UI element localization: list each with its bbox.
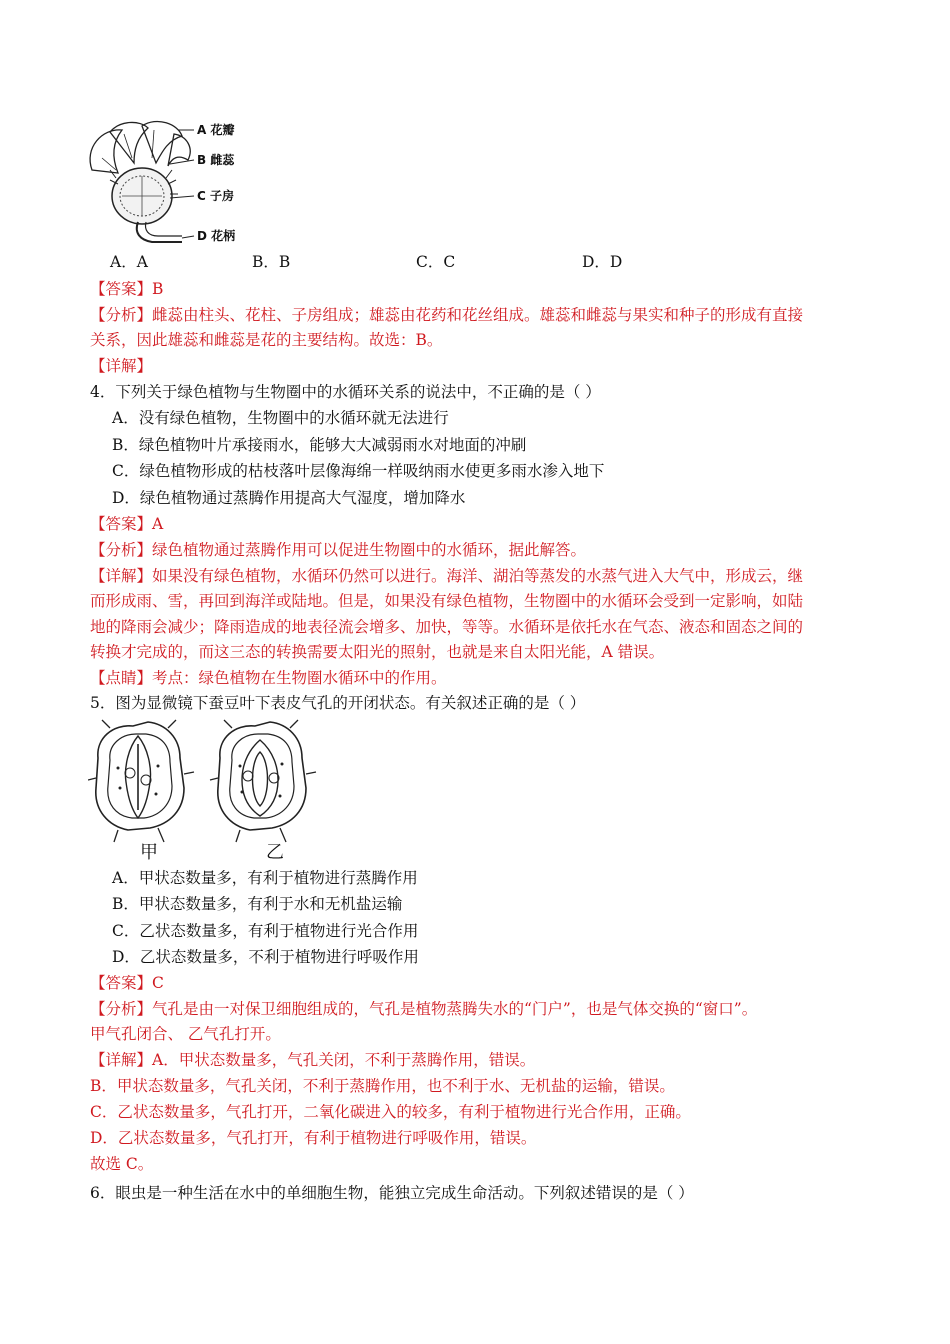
q5-option-a: A．甲状态数量多，有利于植物进行蒸腾作用 (112, 869, 418, 887)
q3-detail: 【详解】 (90, 357, 153, 375)
flower-label-c: C 子房 (197, 189, 234, 203)
q5-detail-line-1: 【详解】A．甲状态数量多，气孔关闭，不利于蒸腾作用，错误。 (90, 1051, 536, 1069)
q5-option-c: C．乙状态数量多，有利于植物进行光合作用 (112, 922, 419, 940)
q4-answer: 【答案】A (90, 515, 164, 533)
q3-option-a: A．A (110, 253, 148, 271)
q4-stem: 4．下列关于绿色植物与生物圈中的水循环关系的说法中，不正确的是（ ） (90, 383, 601, 401)
q5-option-b: B．甲状态数量多，有利于水和无机盐运输 (112, 895, 403, 913)
q4-option-c: C．绿色植物形成的枯枝落叶层像海绵一样吸纳雨水使更多雨水渗入地下 (112, 462, 605, 480)
flower-label-a: A 花瓣 (197, 123, 235, 137)
stoma-open (210, 720, 316, 842)
q4-detail-line-2: 而形成雨、雪，再回到海洋或陆地。但是，如果没有绿色植物，生物圈中的水循环会受到一定影响，如陆 (90, 592, 804, 610)
q5-option-d: D．乙状态数量多，不利于植物进行呼吸作用 (112, 948, 419, 966)
stomata-label-right: 乙 (266, 842, 284, 863)
q3-analysis-line-2: 关系，因此雄蕊和雌蕊是花的主要结构。故选：B。 (90, 331, 443, 349)
q4-comment: 【点睛】考点：绿色植物在生物圈水循环中的作用。 (90, 669, 447, 687)
q4-option-b: B．绿色植物叶片承接雨水，能够大大减弱雨水对地面的冲刷 (112, 436, 527, 454)
q5-detail-line-5: 故选 C。 (90, 1155, 154, 1173)
q4-option-a: A．没有绿色植物，生物圈中的水循环就无法进行 (112, 409, 449, 427)
q5-detail-line-3: C．乙状态数量多，气孔打开，二氧化碳进入的较多，有利于植物进行光合作用，正确。 (90, 1103, 691, 1121)
stoma-closed (88, 720, 194, 842)
q5-stem: 5．图为显微镜下蚕豆叶下表皮气孔的开闭状态。有关叙述正确的是（ ） (90, 694, 586, 712)
flower-diagram (82, 118, 252, 248)
q4-analysis: 【分析】绿色植物通过蒸腾作用可以促进生物圈中的水循环，据此解答。 (90, 541, 587, 559)
q5-detail-line-4: D．乙状态数量多，气孔打开，有利于植物进行呼吸作用，错误。 (90, 1129, 537, 1147)
stomata-diagram (88, 718, 338, 863)
flower-label-d: D 花柄 (197, 229, 236, 243)
stomata-label-left: 甲 (140, 842, 158, 863)
q4-option-d: D．绿色植物通过蒸腾作用提高大气湿度，增加降水 (112, 489, 466, 507)
q3-analysis-line-1: 【分析】雌蕊由柱头、花柱、子房组成；雄蕊由花药和花丝组成。雄蕊和雌蕊与果实和种子的形成有直接 (90, 306, 804, 324)
q4-detail-line-4: 转换才完成的，而这三态的转换需要太阳光的照射，也就是来自太阳光能，A 错误。 (90, 643, 665, 661)
q3-option-c: C．C (416, 253, 456, 271)
q3-option-b: B．B (252, 253, 291, 271)
q5-analysis-line-2: 甲气孔闭合、 乙气孔打开。 (90, 1025, 281, 1043)
q3-option-d: D．D (582, 253, 623, 271)
flower-label-b: B 雌蕊 (197, 153, 235, 167)
q4-detail-line-1: 【详解】如果没有绿色植物，水循环仍然可以进行。海洋、湖泊等蒸发的水蒸气进入大气中，形成云，继 (90, 567, 804, 585)
q3-answer: 【答案】B (90, 280, 164, 298)
q6-stem: 6．眼虫是一种生活在水中的单细胞生物，能独立完成生命活动。下列叙述错误的是（ ） (90, 1184, 694, 1202)
q5-answer: 【答案】C (90, 974, 164, 992)
q4-detail-line-3: 地的降雨会减少；降雨造成的地表径流会增多、加快，等等。水循环是依托水在气态、液态和固态之间的 (90, 618, 804, 636)
q5-detail-line-2: B．甲状态数量多，气孔关闭，不利于蒸腾作用，也不利于水、无机盐的运输，错误。 (90, 1077, 675, 1095)
q5-analysis-line-1: 【分析】气孔是由一对保卫细胞组成的，气孔是植物蒸腾失水的“门户”，也是气体交换的“窗口”。 (90, 1000, 758, 1018)
